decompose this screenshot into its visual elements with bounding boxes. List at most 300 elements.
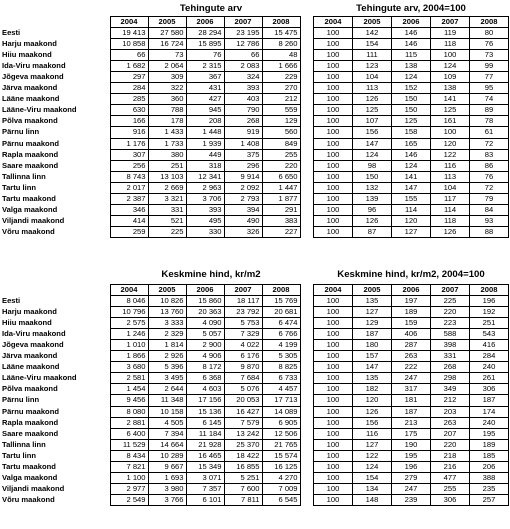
value-cell: 9 914: [224, 171, 262, 182]
value-cell: 208: [186, 116, 224, 127]
table-row: [314, 105, 509, 116]
value-cell: 360: [148, 94, 186, 105]
value-cell: 2 092: [224, 182, 262, 193]
table-row: [314, 83, 509, 94]
value-cell: 166: [110, 116, 148, 127]
value-cell: 212: [262, 94, 300, 105]
value-cell: 15 895: [186, 39, 224, 50]
value-cell: 28 294: [186, 28, 224, 39]
header-row: [0, 285, 300, 296]
region-label: Tallinna linn: [2, 439, 46, 449]
value-cell: 331: [431, 351, 470, 362]
value-cell: 2 329: [148, 329, 186, 340]
value-cell: 307: [110, 149, 148, 160]
value-cell: 2 064: [148, 61, 186, 72]
value-cell: 100: [314, 127, 353, 138]
value-cell: 120: [431, 138, 470, 149]
value-cell: 61: [470, 127, 509, 138]
region-label: Põlva maakond: [2, 116, 58, 126]
table-row: [314, 362, 509, 373]
value-cell: 398: [431, 340, 470, 351]
value-cell: 383: [262, 215, 300, 226]
value-cell: 2 083: [224, 61, 262, 72]
value-cell: 240: [470, 417, 509, 428]
value-cell: 127: [353, 307, 392, 318]
table-row: [0, 171, 300, 182]
value-cell: 100: [314, 171, 353, 182]
data-table: [313, 16, 509, 238]
value-cell: 416: [470, 340, 509, 351]
value-cell: 127: [392, 226, 431, 237]
value-cell: 256: [110, 160, 148, 171]
value-cell: 161: [431, 116, 470, 127]
panel-title: Keskmine hind, kr/m2: [161, 269, 261, 280]
region-label: Tartu maakond: [2, 461, 56, 471]
table-row: [0, 494, 300, 505]
region-label: Pärnu linn: [2, 127, 40, 137]
value-cell: 20 363: [186, 307, 224, 318]
value-cell: 1 733: [148, 138, 186, 149]
value-cell: 18 422: [224, 450, 262, 461]
value-cell: 154: [353, 39, 392, 50]
header-empty: [0, 285, 110, 296]
value-cell: 431: [186, 83, 224, 94]
value-cell: 1 682: [110, 61, 148, 72]
value-cell: 1 100: [110, 472, 148, 483]
table-row: [314, 406, 509, 417]
year-header: 2005: [148, 285, 186, 296]
value-cell: 229: [262, 72, 300, 83]
data-table: [313, 284, 509, 506]
value-cell: 18 117: [224, 296, 262, 307]
value-cell: 318: [186, 160, 224, 171]
value-cell: 5 251: [224, 472, 262, 483]
table-row: [0, 182, 300, 193]
table-row: [0, 226, 300, 237]
value-cell: 48: [262, 50, 300, 61]
value-cell: 11 529: [110, 439, 148, 450]
value-cell: 99: [470, 61, 509, 72]
value-cell: 268: [431, 362, 470, 373]
year-header: 2006: [392, 17, 431, 28]
value-cell: 74: [470, 94, 509, 105]
table-row: [314, 340, 509, 351]
table-row: [0, 318, 300, 329]
table-row: [0, 417, 300, 428]
year-header: 2004: [110, 17, 148, 28]
value-cell: 165: [392, 138, 431, 149]
value-cell: 2 387: [110, 193, 148, 204]
value-cell: 122: [353, 450, 392, 461]
value-cell: 100: [314, 472, 353, 483]
value-cell: 23 792: [224, 307, 262, 318]
table-row: [314, 149, 509, 160]
value-cell: 100: [314, 138, 353, 149]
value-cell: 263: [431, 417, 470, 428]
value-cell: 187: [353, 329, 392, 340]
table: [0, 284, 301, 506]
value-cell: 157: [353, 351, 392, 362]
value-cell: 138: [431, 83, 470, 94]
value-cell: 139: [353, 193, 392, 204]
value-cell: 7 811: [224, 494, 262, 505]
value-cell: 220: [262, 160, 300, 171]
value-cell: 189: [392, 307, 431, 318]
region-label: Ida-Viru maakond: [2, 329, 66, 339]
value-cell: 73: [470, 50, 509, 61]
value-cell: 3 766: [148, 494, 186, 505]
value-cell: 100: [314, 160, 353, 171]
value-cell: 96: [353, 204, 392, 215]
year-header: 2005: [148, 17, 186, 28]
value-cell: 72: [470, 182, 509, 193]
value-cell: 380: [148, 149, 186, 160]
value-cell: 6 145: [186, 417, 224, 428]
region-label: Valga maakond: [2, 204, 58, 214]
value-cell: 317: [392, 384, 431, 395]
value-cell: 100: [314, 226, 353, 237]
value-cell: 521: [148, 215, 186, 226]
value-cell: 126: [431, 226, 470, 237]
value-cell: 78: [470, 116, 509, 127]
value-cell: 346: [110, 204, 148, 215]
table-row: [0, 39, 300, 50]
value-cell: 174: [470, 406, 509, 417]
value-cell: 247: [392, 483, 431, 494]
table-row: [0, 428, 300, 439]
value-cell: 1 454: [110, 384, 148, 395]
value-cell: 388: [470, 472, 509, 483]
value-cell: 83: [470, 149, 509, 160]
value-cell: 124: [392, 160, 431, 171]
data-table: [0, 284, 301, 506]
value-cell: 257: [470, 494, 509, 505]
value-cell: 414: [110, 215, 148, 226]
value-cell: 152: [392, 83, 431, 94]
value-cell: 14 089: [262, 406, 300, 417]
value-cell: 119: [431, 28, 470, 39]
table-row: [314, 193, 509, 204]
panel-deal-count-index: [313, 0, 509, 265]
year-header: 2007: [224, 17, 262, 28]
value-cell: 147: [353, 362, 392, 373]
value-cell: 5 057: [186, 329, 224, 340]
value-cell: 8 260: [262, 39, 300, 50]
value-cell: 225: [148, 226, 186, 237]
value-cell: 154: [353, 472, 392, 483]
region-label: Järva maakond: [2, 351, 58, 361]
value-cell: 218: [431, 450, 470, 461]
region-label: Tartu linn: [2, 182, 37, 192]
value-cell: 111: [353, 50, 392, 61]
value-cell: 142: [353, 28, 392, 39]
value-cell: 6 766: [262, 329, 300, 340]
value-cell: 207: [431, 428, 470, 439]
region-label: Eesti: [2, 28, 21, 38]
value-cell: 4 270: [262, 472, 300, 483]
region-label: Pärnu linn: [2, 395, 40, 405]
value-cell: 367: [186, 72, 224, 83]
value-cell: 187: [392, 406, 431, 417]
value-cell: 113: [431, 171, 470, 182]
year-header: 2007: [224, 285, 262, 296]
value-cell: 279: [392, 472, 431, 483]
value-cell: 117: [431, 193, 470, 204]
value-cell: 2 644: [148, 384, 186, 395]
table-row: [314, 307, 509, 318]
region-label: Lääne-Viru maakond: [2, 373, 77, 383]
value-cell: 107: [353, 116, 392, 127]
value-cell: 27 580: [148, 28, 186, 39]
value-cell: 126: [353, 94, 392, 105]
value-cell: 190: [392, 439, 431, 450]
value-cell: 66: [224, 50, 262, 61]
value-cell: 98: [353, 160, 392, 171]
table-row: [314, 351, 509, 362]
region-label: Rapla maakond: [2, 149, 59, 159]
table-row: [0, 362, 300, 373]
table: [0, 16, 301, 238]
value-cell: 3 321: [148, 193, 186, 204]
table-row: [314, 417, 509, 428]
value-cell: 100: [314, 94, 353, 105]
value-cell: 21 928: [186, 439, 224, 450]
table-row: [314, 182, 509, 193]
region-label: Tallinna linn: [2, 171, 46, 181]
region-label: Võru maakond: [2, 494, 55, 504]
table-row: [314, 138, 509, 149]
region-label: Võru maakond: [2, 226, 55, 236]
header-row: [314, 285, 509, 296]
value-cell: 87: [353, 226, 392, 237]
table-row: [314, 50, 509, 61]
value-cell: 5 753: [224, 318, 262, 329]
value-cell: 25 370: [224, 439, 262, 450]
value-cell: 3 706: [186, 193, 224, 204]
value-cell: 124: [431, 61, 470, 72]
value-cell: 123: [353, 61, 392, 72]
value-cell: 15 349: [186, 461, 224, 472]
year-header: 2008: [470, 285, 509, 296]
table-row: [314, 329, 509, 340]
value-cell: 13 103: [148, 171, 186, 182]
table-row: [314, 472, 509, 483]
value-cell: 1 010: [110, 340, 148, 351]
value-cell: 15 136: [186, 406, 224, 417]
value-cell: 12 786: [224, 39, 262, 50]
value-cell: 2 581: [110, 373, 148, 384]
region-label: Järva maakond: [2, 83, 58, 93]
value-cell: 100: [314, 28, 353, 39]
value-cell: 14 664: [148, 439, 186, 450]
value-cell: 270: [262, 83, 300, 94]
value-cell: 2 669: [148, 182, 186, 193]
value-cell: 4 022: [224, 340, 262, 351]
value-cell: 93: [470, 215, 509, 226]
value-cell: 118: [431, 39, 470, 50]
value-cell: 2 881: [110, 417, 148, 428]
value-cell: 73: [148, 50, 186, 61]
value-cell: 126: [353, 215, 392, 226]
year-header: 2008: [470, 17, 509, 28]
value-cell: 849: [262, 138, 300, 149]
table-row: [0, 116, 300, 127]
value-cell: 394: [224, 204, 262, 215]
value-cell: 543: [470, 329, 509, 340]
table-row: [0, 384, 300, 395]
table: [313, 16, 509, 238]
header-empty: [0, 17, 110, 28]
value-cell: 196: [470, 296, 509, 307]
value-cell: 11 184: [186, 428, 224, 439]
value-cell: 114: [431, 204, 470, 215]
value-cell: 6 368: [186, 373, 224, 384]
value-cell: 5 396: [148, 362, 186, 373]
value-cell: 129: [353, 318, 392, 329]
table-row: [314, 296, 509, 307]
table-row: [314, 483, 509, 494]
value-cell: 263: [392, 351, 431, 362]
value-cell: 72: [470, 138, 509, 149]
value-cell: 261: [470, 373, 509, 384]
value-cell: 284: [470, 351, 509, 362]
value-cell: 185: [470, 450, 509, 461]
value-cell: 76: [470, 171, 509, 182]
value-cell: 284: [110, 83, 148, 94]
value-cell: 100: [314, 318, 353, 329]
panel-title: Keskmine hind, kr/m2, 2004=100: [337, 269, 485, 280]
value-cell: 21 765: [262, 439, 300, 450]
table-row: [314, 171, 509, 182]
region-label: Valga maakond: [2, 472, 58, 482]
value-cell: 122: [431, 149, 470, 160]
value-cell: 100: [314, 149, 353, 160]
table-row: [0, 461, 300, 472]
table-row: [314, 373, 509, 384]
value-cell: 156: [353, 127, 392, 138]
value-cell: 124: [392, 72, 431, 83]
value-cell: 225: [431, 296, 470, 307]
value-cell: 100: [314, 428, 353, 439]
value-cell: 13 760: [148, 307, 186, 318]
table-row: [0, 94, 300, 105]
value-cell: 6 650: [262, 171, 300, 182]
value-cell: 427: [186, 94, 224, 105]
value-cell: 1 877: [262, 193, 300, 204]
value-cell: 159: [392, 318, 431, 329]
value-cell: 10 289: [148, 450, 186, 461]
value-cell: 285: [110, 94, 148, 105]
table-row: [314, 226, 509, 237]
value-cell: 7 009: [262, 483, 300, 494]
value-cell: 7 600: [224, 483, 262, 494]
region-label: Viljandi maakond: [2, 215, 65, 225]
value-cell: 189: [470, 439, 509, 450]
value-cell: 187: [470, 395, 509, 406]
value-cell: 5 076: [224, 384, 262, 395]
region-label: Jõgeva maakond: [2, 340, 64, 350]
year-header: 2004: [110, 285, 148, 296]
value-cell: 17 156: [186, 395, 224, 406]
value-cell: 287: [392, 340, 431, 351]
value-cell: 6 545: [262, 494, 300, 505]
table-row: [0, 72, 300, 83]
value-cell: 1 939: [186, 138, 224, 149]
value-cell: 306: [470, 384, 509, 395]
header-row: [0, 17, 300, 28]
value-cell: 6 176: [224, 351, 262, 362]
year-header: 2007: [431, 285, 470, 296]
table-row: [0, 439, 300, 450]
value-cell: 114: [392, 204, 431, 215]
table-row: [0, 138, 300, 149]
value-cell: 1 666: [262, 61, 300, 72]
table-row: [314, 28, 509, 39]
value-cell: 127: [353, 439, 392, 450]
value-cell: 1 176: [110, 138, 148, 149]
value-cell: 116: [431, 160, 470, 171]
value-cell: 2 315: [186, 61, 224, 72]
value-cell: 349: [431, 384, 470, 395]
value-cell: 4 090: [186, 318, 224, 329]
value-cell: 4 457: [262, 384, 300, 395]
value-cell: 1 866: [110, 351, 148, 362]
table-row: [0, 160, 300, 171]
value-cell: 104: [353, 72, 392, 83]
data-table: [0, 16, 301, 238]
table-row: [0, 483, 300, 494]
value-cell: 2 926: [148, 351, 186, 362]
value-cell: 100: [314, 182, 353, 193]
value-cell: 197: [392, 296, 431, 307]
value-cell: 129: [262, 116, 300, 127]
table-row: [0, 450, 300, 461]
value-cell: 100: [314, 50, 353, 61]
table-row: [314, 127, 509, 138]
value-cell: 916: [110, 127, 148, 138]
value-cell: 630: [110, 105, 148, 116]
table-row: [314, 395, 509, 406]
table-row: [314, 318, 509, 329]
value-cell: 113: [353, 83, 392, 94]
value-cell: 100: [314, 39, 353, 50]
value-cell: 195: [470, 428, 509, 439]
table-row: [0, 204, 300, 215]
value-cell: 10 858: [110, 39, 148, 50]
value-cell: 4 199: [262, 340, 300, 351]
value-cell: 100: [314, 215, 353, 226]
value-cell: 100: [314, 450, 353, 461]
value-cell: 788: [148, 105, 186, 116]
value-cell: 16 427: [224, 406, 262, 417]
table-row: [314, 160, 509, 171]
value-cell: 89: [470, 105, 509, 116]
value-cell: 212: [431, 395, 470, 406]
value-cell: 100: [314, 439, 353, 450]
value-cell: 7 821: [110, 461, 148, 472]
year-header: 2005: [353, 285, 392, 296]
value-cell: 393: [224, 83, 262, 94]
value-cell: 19 413: [110, 28, 148, 39]
value-cell: 588: [431, 329, 470, 340]
value-cell: 125: [353, 105, 392, 116]
panel-title: Tehingute arv: [179, 3, 243, 14]
value-cell: 15 574: [262, 450, 300, 461]
value-cell: 100: [314, 83, 353, 94]
table-row: [0, 127, 300, 138]
value-cell: 16 724: [148, 39, 186, 50]
value-cell: 8 825: [262, 362, 300, 373]
